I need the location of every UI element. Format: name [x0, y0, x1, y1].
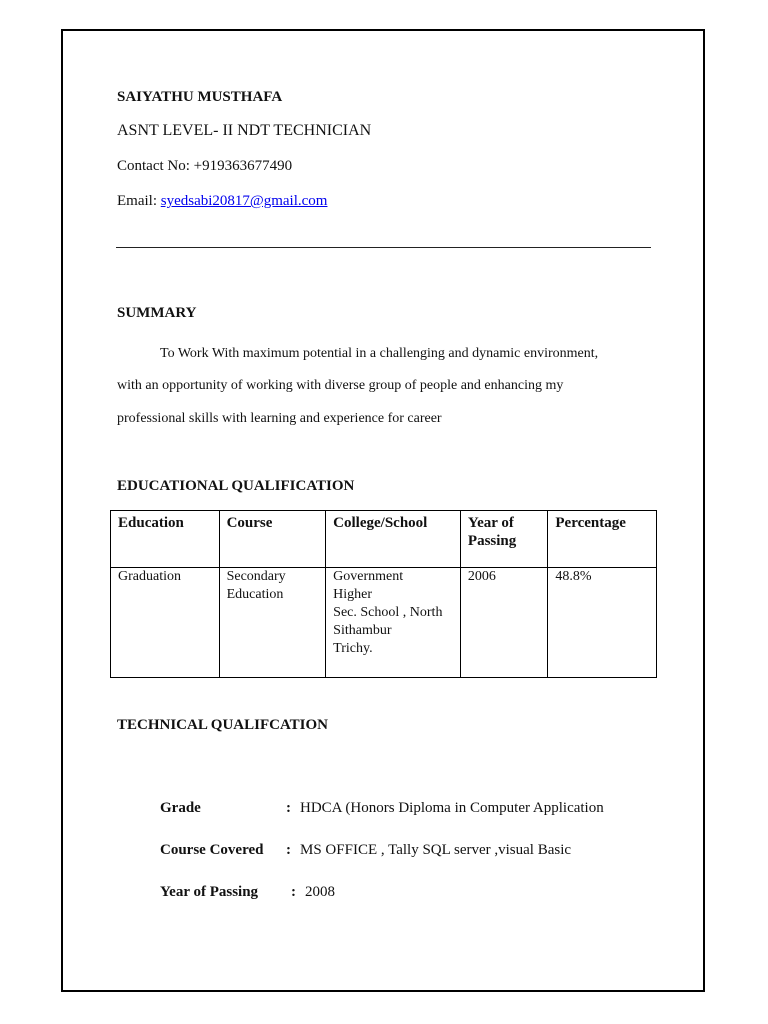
- cell-percentage: 48.8%: [548, 568, 657, 678]
- tq-value-year-of-passing: 2008: [305, 884, 335, 900]
- tq-separator: :: [286, 800, 291, 816]
- tq-label-course-covered: Course Covered: [160, 842, 264, 858]
- table-header-row: [111, 511, 657, 568]
- contact-number: +919363677490: [193, 158, 293, 174]
- column-header-education: Education: [111, 511, 220, 568]
- tq-value-grade: HDCA (Honors Diploma in Computer Application: [300, 800, 604, 816]
- candidate-name: SAIYATHU MUSTHAFA: [117, 89, 283, 105]
- contact-line: [117, 157, 292, 175]
- tq-separator: :: [286, 842, 291, 858]
- cell-college-line: Higher: [333, 587, 373, 602]
- column-header-year-line2: Passing: [467, 533, 517, 549]
- summary-line: To Work With maximum potential in a challenging and dynamic environment,: [160, 346, 599, 361]
- technical-heading: TECHNICAL QUALIFCATION: [117, 717, 329, 733]
- summary-line: with an opportunity of working with diverse group of people and enhancing my: [117, 378, 564, 393]
- cell-course-line: Secondary: [226, 569, 286, 584]
- email-link[interactable]: syedsabi20817@gmail.com: [160, 193, 328, 209]
- column-header-year: [460, 511, 547, 568]
- tq-label-grade: Grade: [160, 800, 201, 816]
- cell-college-line: Trichy.: [333, 641, 373, 656]
- tq-value-course-covered: MS OFFICE , Tally SQL server ,visual Basic: [300, 842, 572, 858]
- education-table: [110, 510, 657, 678]
- cell-course: [219, 568, 326, 678]
- education-heading: EDUCATIONAL QUALIFICATION: [117, 478, 355, 494]
- summary-heading: SUMMARY: [117, 305, 197, 321]
- cell-education: Graduation: [111, 568, 220, 678]
- cell-college: [326, 568, 461, 678]
- column-header-year-line1: Year of: [467, 515, 514, 531]
- column-header-percentage: Percentage: [548, 511, 657, 568]
- tq-separator: :: [291, 884, 296, 900]
- table-row: [111, 568, 657, 678]
- cell-course-line: Education: [226, 587, 284, 602]
- cell-college-line: Sec. School , North: [333, 605, 443, 620]
- email-line: [117, 192, 327, 210]
- email-label: Email:: [117, 193, 161, 209]
- cell-college-line: Government: [333, 569, 404, 584]
- tq-label-year-of-passing: Year of Passing: [160, 884, 259, 900]
- column-header-college: College/School: [326, 511, 461, 568]
- header-divider: [116, 247, 651, 248]
- cell-year: 2006: [460, 568, 547, 678]
- cell-college-line: Sithambur: [333, 623, 392, 638]
- column-header-course: Course: [219, 511, 326, 568]
- contact-label: Contact No:: [117, 158, 194, 174]
- summary-line: professional skills with learning and experience for career: [117, 411, 442, 426]
- candidate-title: ASNT LEVEL- II NDT TECHNICIAN: [117, 122, 372, 139]
